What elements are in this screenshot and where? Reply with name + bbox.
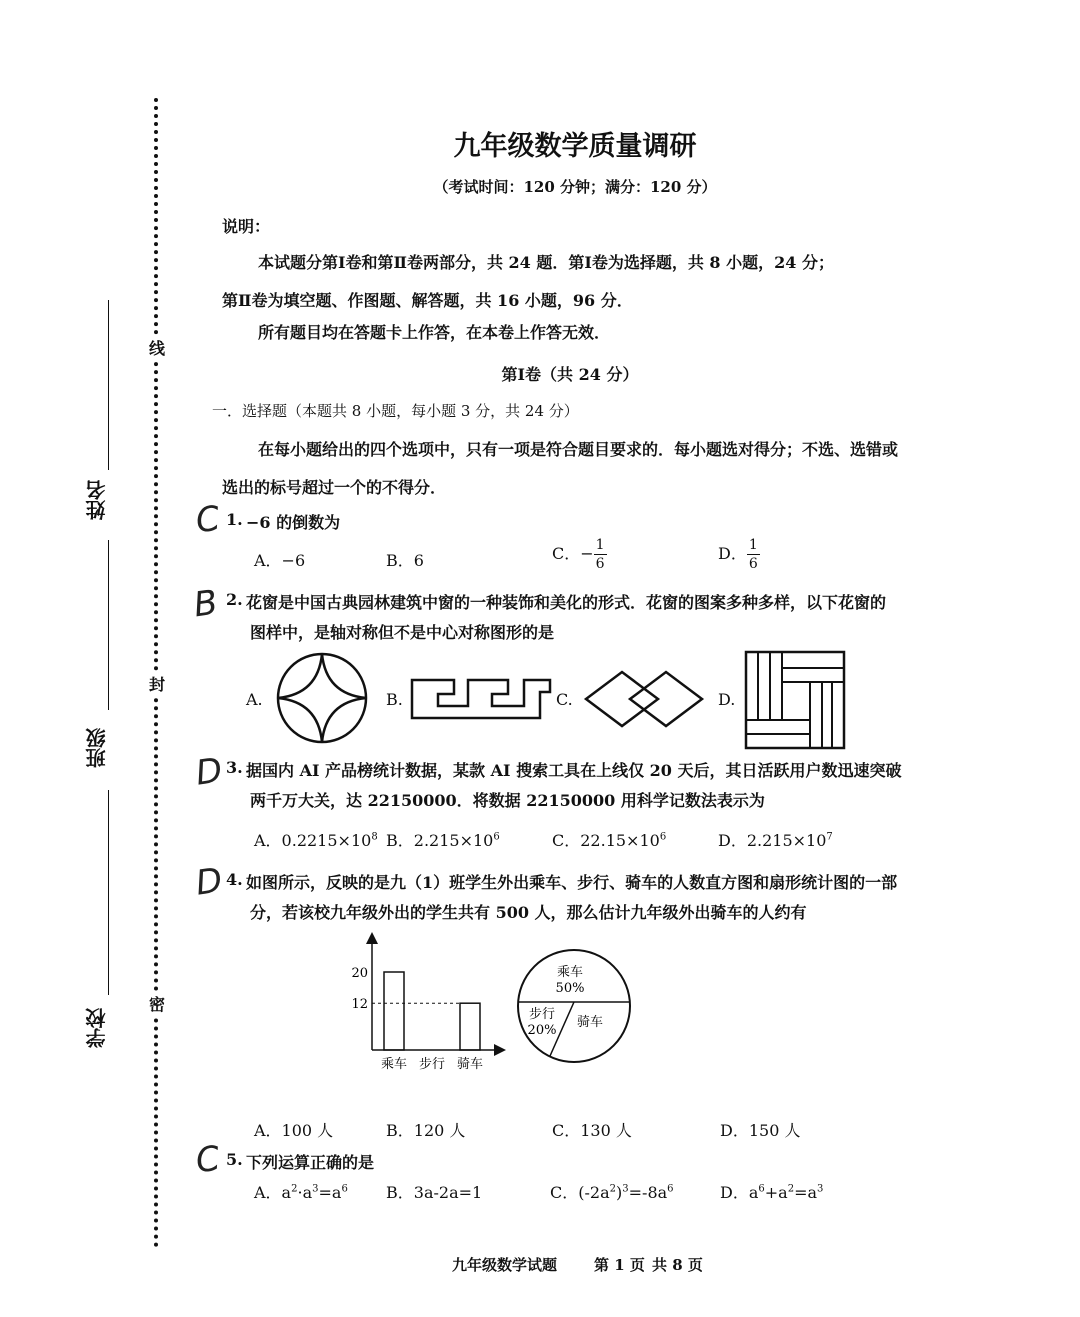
bar-chart-category-bike: 骑车 (456, 1057, 484, 1072)
q3-option-d-exp: 7 (826, 831, 833, 843)
part-desc-2: 选出的标号超过一个的不得分． (222, 478, 447, 497)
q5-option-a-eq: =a (318, 1183, 342, 1202)
q3-option-c-base: C．22.15×10 (552, 831, 660, 850)
q1-option-c-den: 6 (595, 556, 605, 572)
q4-number: 4. (226, 870, 243, 889)
q3-option-d-base: D．2.215×10 (718, 831, 827, 850)
q1-option-c (552, 538, 607, 571)
instructions-line-1: 本试题分第Ⅰ卷和第Ⅱ卷两部分，共 24 题．第Ⅰ卷为选择题，共 8 小题，24 分； (258, 253, 834, 272)
q1-option-c-prefix: C．− (552, 544, 594, 563)
q5-option-d (720, 1180, 823, 1203)
q4-handwritten-answer: D (193, 860, 225, 904)
q5-option-c-pre: C．(-2a (550, 1183, 610, 1202)
q3-text-2: 两千万大关，达 22150000．将数据 22150000 用科学记数法表示为 (250, 791, 765, 810)
q5-option-c (550, 1180, 674, 1203)
q4-option-c: C．130 人 (552, 1121, 632, 1140)
q5-handwritten-answer: C (193, 1138, 223, 1182)
q5-option-a (254, 1180, 348, 1203)
q2-text-1: 花窗是中国古典园林建筑中窗的一种装饰和美化的形式．花窗的图案多种多样，以下花窗的 (246, 593, 887, 612)
q3-number: 3. (226, 758, 243, 777)
pie-slice-walk-value: 20% (527, 1023, 557, 1038)
pie-slice-bike-label: 骑车 (576, 1015, 604, 1030)
q5-option-d-e2: 2 (787, 1183, 795, 1195)
q1-number: 1. (226, 510, 243, 529)
q3-option-b (386, 828, 500, 851)
q1-option-c-num: 1 (595, 537, 605, 553)
class-rule (108, 540, 109, 710)
q2-figure-c-double-diamond (582, 668, 706, 730)
q5-option-a-e3: 6 (341, 1183, 348, 1195)
q3-option-a (254, 828, 378, 851)
bar-chart-category-ride: 乘车 (380, 1057, 408, 1072)
q1-option-b: B．6 (386, 551, 424, 570)
q2-option-b: B. (386, 690, 403, 709)
q1-option-d (718, 538, 760, 571)
bar-chart-y-tick-12: 12 (351, 997, 368, 1013)
q5-option-d-eq: =a (794, 1183, 818, 1202)
q3-text-1: 据国内 AI 产品榜统计数据，某款 AI 搜索工具在上线仅 20 天后，其日活跃用户数迅速突破 (246, 761, 902, 780)
name-rule (108, 300, 109, 470)
q5-option-a-pre: A．a (254, 1183, 292, 1202)
bar-chart-y-tick-20: 20 (351, 966, 368, 981)
q1-option-d-num: 1 (748, 537, 758, 553)
q3-option-d (718, 828, 833, 851)
footer-page-number: 第 1 页 (594, 1256, 645, 1274)
q5-option-a-mid: ·a (297, 1183, 313, 1202)
q2-text-2: 图样中，是轴对称但不是中心对称图形的是 (250, 623, 555, 642)
pie-slice-walk-label: 步行 (528, 1007, 556, 1022)
part-heading: 一．选择题（本题共 8 小题，每小题 3 分，共 24 分） (212, 402, 579, 420)
q5-option-b: B．3a-2a=1 (386, 1183, 483, 1202)
q1-handwritten-answer: C (193, 498, 223, 542)
q5-option-c-e3: 6 (667, 1183, 674, 1195)
q2-handwritten-answer: B (191, 582, 220, 626)
footer-title: 九年级数学试题 (452, 1256, 558, 1274)
q4-pie-chart (514, 946, 634, 1066)
q1-text: −6 的倒数为 (246, 513, 341, 532)
q3-option-b-base: B．2.215×10 (386, 831, 494, 850)
q1-option-d-den: 6 (748, 556, 758, 572)
q5-option-d-pre: D．a (720, 1183, 759, 1202)
q2-option-c: C. (556, 690, 573, 709)
q3-option-b-exp: 6 (493, 831, 500, 843)
q5-option-a-e2: 3 (312, 1183, 319, 1195)
binding-char-line: 线 (146, 336, 168, 359)
q2-option-a: A. (246, 690, 263, 709)
footer-total-pages: 共 8 页 (652, 1256, 703, 1274)
bar-chart-bar-ride (384, 972, 404, 1050)
name-label: 姓名 (85, 480, 109, 520)
school-rule (108, 790, 109, 995)
q3-option-c-exp: 6 (659, 831, 667, 843)
school-label: 学校 (85, 1008, 109, 1048)
exam-info: （考试时间：120 分钟；满分：120 分） (433, 178, 717, 196)
q2-option-d: D. (718, 690, 736, 709)
section-title: 第Ⅰ卷（共 24 分） (501, 365, 639, 384)
q3-handwritten-answer: D (193, 750, 225, 794)
q2-number: 2. (226, 590, 243, 609)
q2-figure-d-lattice (744, 650, 846, 750)
q1-option-d-fraction (747, 538, 760, 571)
q5-option-d-e3: 3 (817, 1183, 824, 1195)
q5-text: 下列运算正确的是 (246, 1153, 375, 1172)
q5-option-d-mid: +a (764, 1183, 788, 1202)
binding-char-seal: 封 (146, 672, 168, 695)
q4-bar-chart (340, 930, 510, 1075)
class-label: 班级 (85, 728, 109, 768)
part-desc-1: 在每小题给出的四个选项中，只有一项是符合题目要求的．每小题选对得分；不选、选错或 (258, 440, 899, 459)
q3-option-c (552, 828, 666, 851)
binding-char-secret: 密 (146, 992, 168, 1015)
pie-slice-ride-value: 50% (555, 981, 585, 996)
q4-option-d: D．150 人 (720, 1121, 801, 1140)
q1-option-a: A．−6 (254, 551, 306, 570)
q5-option-d-e1: 6 (758, 1183, 765, 1195)
q3-option-a-base: A．0.2215×10 (254, 831, 372, 850)
q5-option-a-e1: 2 (291, 1183, 298, 1195)
q3-option-a-exp: 8 (371, 831, 378, 843)
instructions-line-3: 所有题目均在答题卡上作答，在本卷上作答无效． (258, 323, 611, 342)
q2-figure-b-fret-pattern (408, 676, 554, 722)
instructions-line-2: 第Ⅱ卷为填空题、作图题、解答题，共 16 小题，96 分． (222, 291, 633, 310)
instructions-heading: 说明： (222, 217, 271, 236)
q5-option-c-eq: =-8a (628, 1183, 668, 1202)
bar-chart-category-walk: 步行 (418, 1057, 446, 1072)
pie-slice-ride-label: 乘车 (556, 965, 584, 980)
page-title: 九年级数学质量调研 (453, 131, 697, 162)
q4-option-b: B．120 人 (386, 1121, 466, 1140)
q4-option-a: A．100 人 (254, 1121, 334, 1140)
q5-option-c-e1: 2 (609, 1183, 616, 1195)
q5-number: 5. (226, 1150, 243, 1169)
q1-option-c-fraction (594, 538, 607, 571)
q4-text-2: 分，若该校九年级外出的学生共有 500 人，那么估计九年级外出骑车的人约有 (250, 903, 807, 922)
q4-text-1: 如图所示，反映的是九（1）班学生外出乘车、步行、骑车的人数直方图和扇形统计图的一部 (246, 873, 898, 892)
q5-option-c-mid: ) (616, 1183, 623, 1202)
q1-option-d-prefix: D． (718, 544, 747, 563)
q5-option-c-e2: 3 (622, 1183, 629, 1195)
q2-figure-a-circle-star (274, 650, 370, 746)
bar-chart-bar-bike (460, 1003, 480, 1050)
